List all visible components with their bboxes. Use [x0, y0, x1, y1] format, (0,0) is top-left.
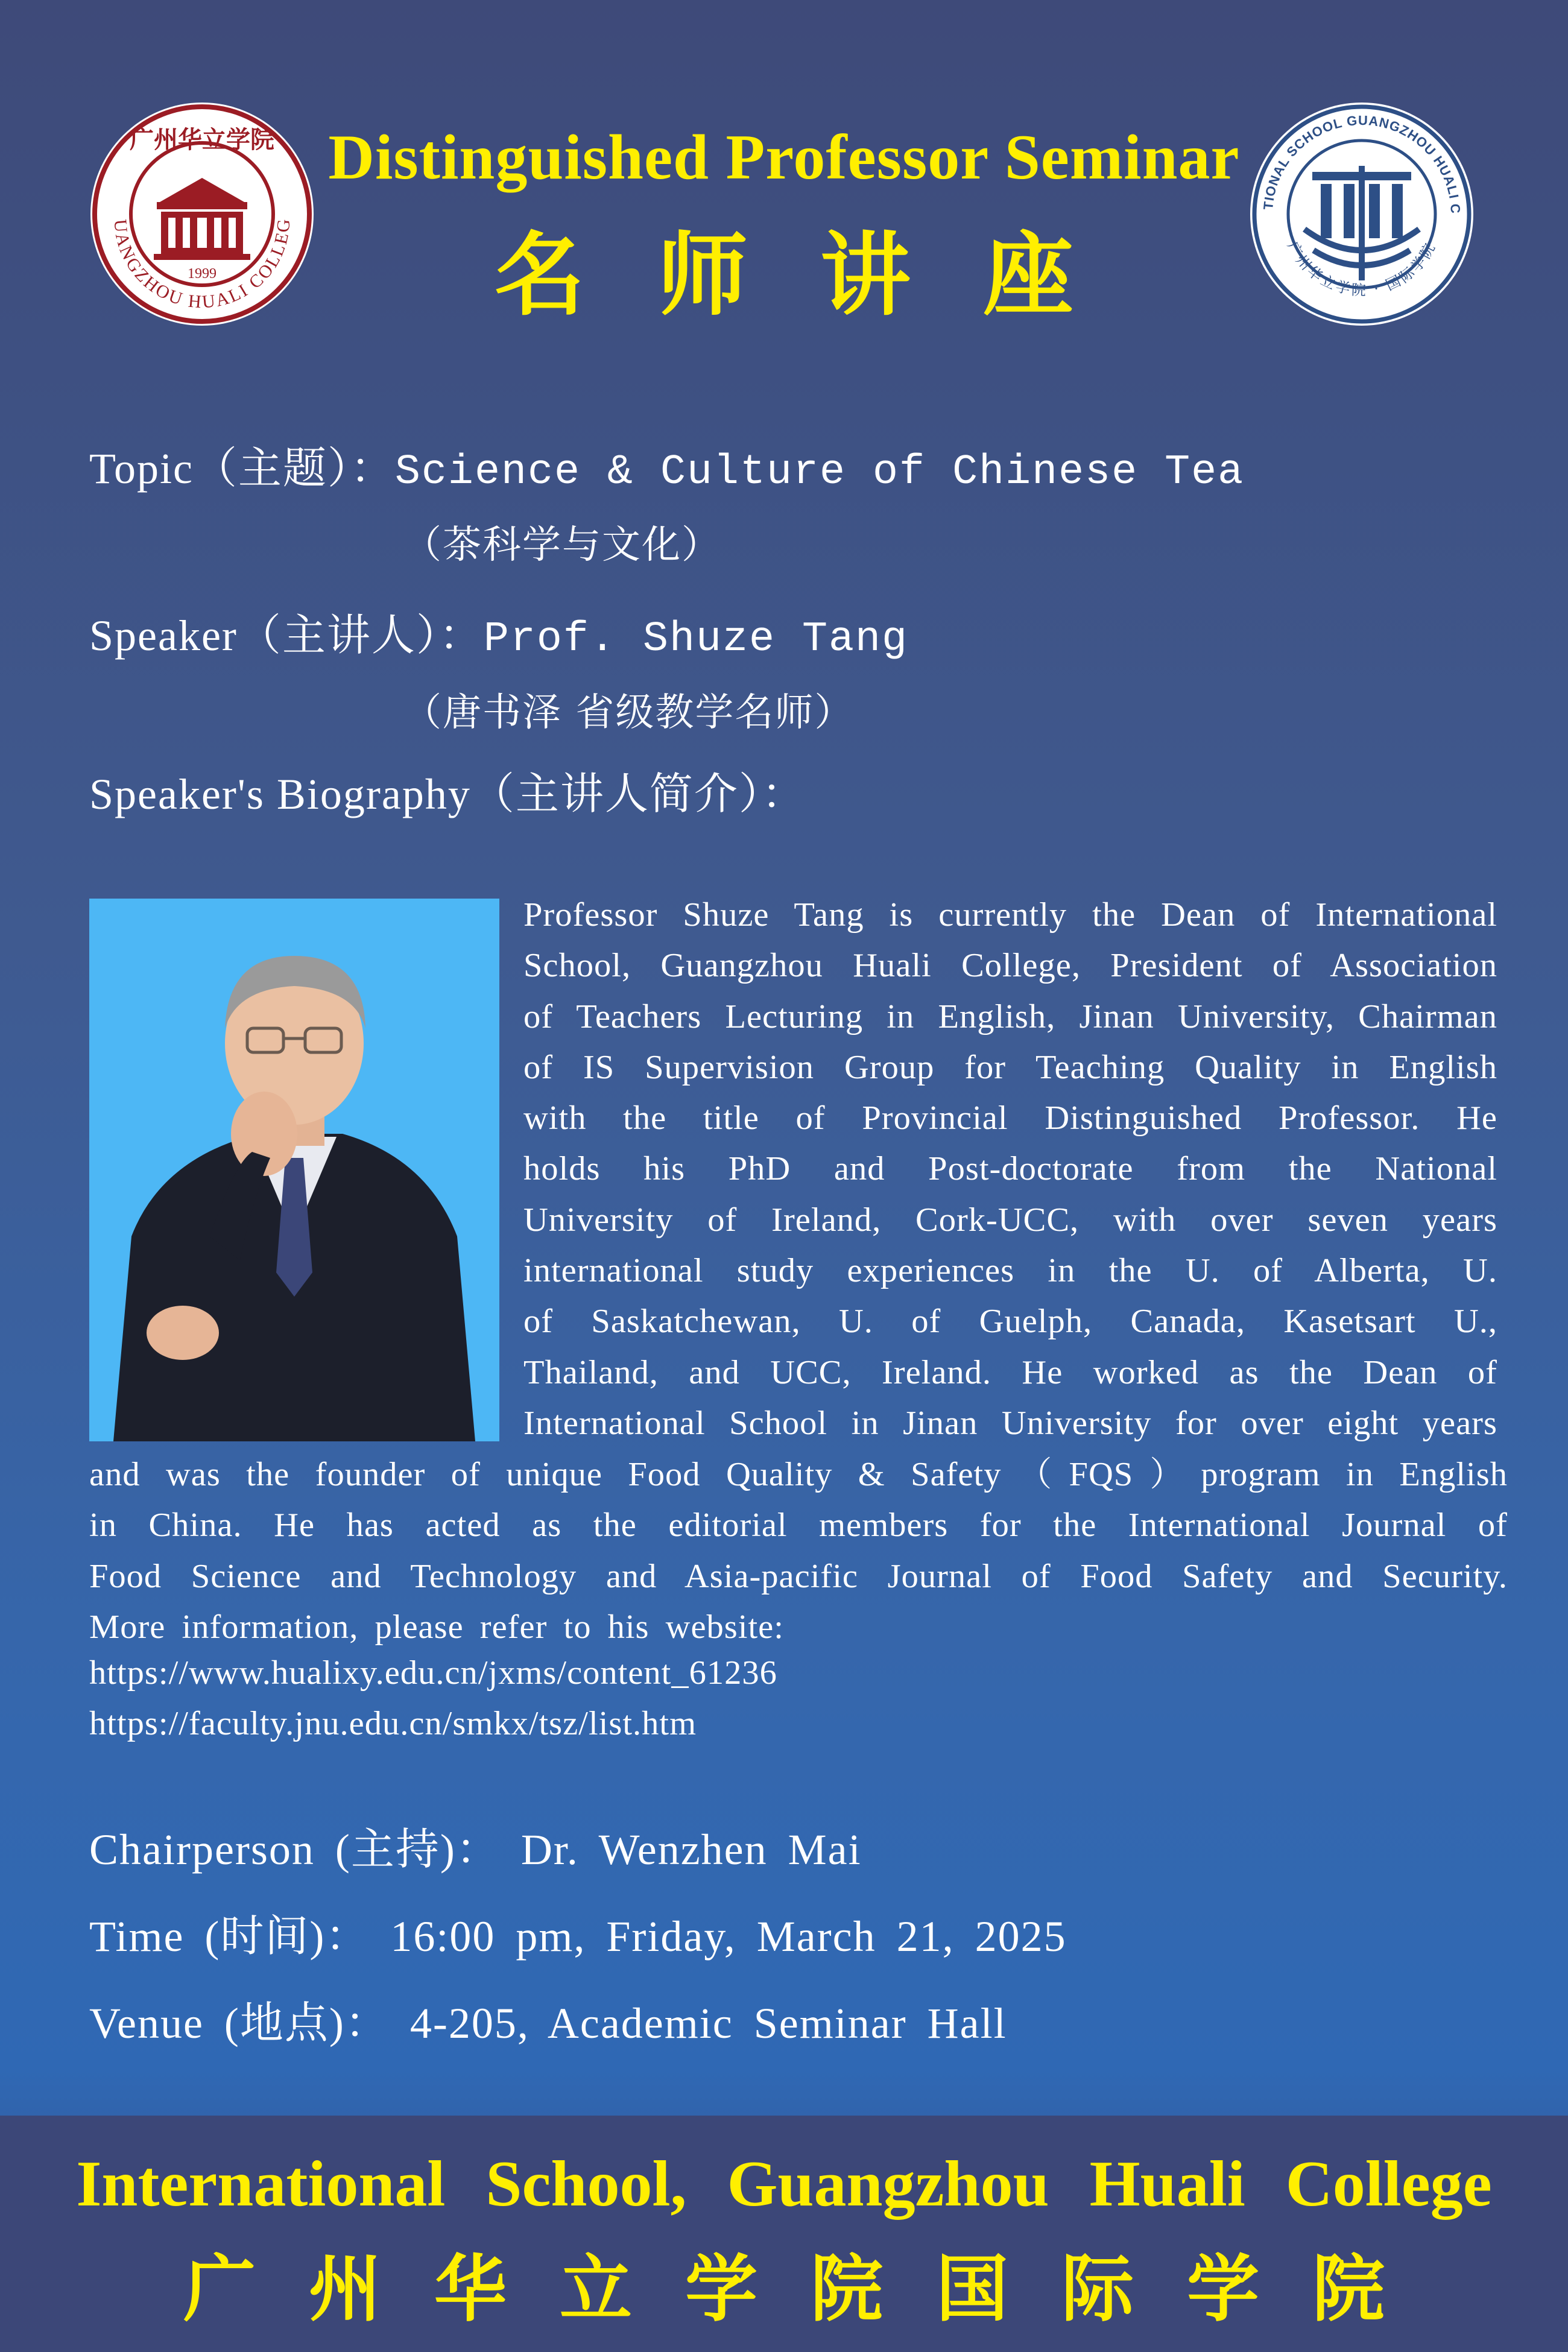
- bio-line: in China. He has acted as the editorial members for the International Journal of: [89, 1506, 1508, 1544]
- bio-line: of IS Supervision Group for Teaching Quality in English: [523, 1048, 1497, 1086]
- bio-line: Food Science and Technology and Asia-pacific Journal of Food Safety and Security.: [89, 1557, 1508, 1595]
- bio-line: international study experiences in the U. of Alberta, U.: [523, 1252, 1497, 1290]
- logo-right-ring-text: TIONAL SCHOOL GUANGZHOU HUALI C: [1260, 112, 1464, 215]
- seminar-title-cn: 名师讲座: [494, 223, 1146, 328]
- bio-line: with the title of Provincial Distinguished Professor. He: [523, 1099, 1497, 1137]
- time-row: [89, 1901, 1067, 1964]
- biography-text-full: [89, 1449, 1508, 1652]
- bio-line: More information, please refer to his website:: [89, 1608, 784, 1646]
- logo-left-cn-text: 广州华立学院: [130, 125, 274, 154]
- bio-line: School, Guangzhou Huali College, President of Association: [523, 947, 1497, 985]
- speaker-label: Speaker（主讲人）：: [89, 612, 484, 660]
- bio-line: of Teachers Lecturing in English, Jinan University, Chairman: [523, 997, 1497, 1035]
- website-link-jnu[interactable]: https://faculty.jnu.edu.cn/smkx/tsz/list.htm: [89, 1705, 697, 1742]
- speaker-value: Prof. Shuze Tang: [483, 616, 909, 663]
- footer-school-name-en: International School, Guangzhou Huali College: [76, 2148, 1492, 2220]
- biography-label: Speaker's Biography（主讲人简介）：: [89, 770, 806, 818]
- logo-right-cn-text: 广州华立学院 · 国际学院: [1284, 238, 1440, 299]
- topic-value-cn: （茶科学与文化）: [403, 523, 721, 567]
- venue-row: [89, 1988, 1007, 2050]
- speaker-value-cn: （唐书泽 省级教学名师）: [403, 691, 855, 735]
- chairperson-label: Chairperson (主持)：: [89, 1826, 501, 1874]
- international-school-logo: [1247, 100, 1476, 329]
- venue-value: 4-205, Academic Seminar Hall: [409, 1999, 1007, 2047]
- seminar-title-en: Distinguished Professor Seminar: [328, 122, 1240, 192]
- bio-line: Thailand, and UCC, Ireland. He worked as the Dean of: [523, 1353, 1497, 1391]
- website-link-huali[interactable]: https://www.hualixy.edu.cn/jxms/content_61236: [89, 1654, 777, 1692]
- bio-line: International School in Jinan University for over eight years: [523, 1404, 1497, 1442]
- time-value: 16:00 pm, Friday, March 21, 2025: [390, 1912, 1067, 1961]
- speaker-photo: [89, 899, 499, 1441]
- bio-line: and was the founder of unique Food Quality & Safety（FQS）program in English: [89, 1456, 1508, 1493]
- venue-label: Venue (地点)：: [89, 1999, 390, 2047]
- bio-line: University of Ireland, Cork-UCC, with over seven years: [523, 1201, 1497, 1239]
- topic-label: Topic（主题）：: [89, 444, 395, 493]
- logo-left-year: 1999: [188, 266, 217, 282]
- chairperson-value: Dr. Wenzhen Mai: [520, 1826, 862, 1874]
- topic-value: Science & Culture of Chinese Tea: [394, 449, 1245, 496]
- bio-line: Professor Shuze Tang is currently the Dean of International: [523, 896, 1497, 934]
- speaker-row: [89, 600, 908, 663]
- chairperson-row: [89, 1814, 862, 1877]
- topic-row: [89, 433, 1244, 496]
- bio-line: of Saskatchewan, U. of Guelph, Canada, Kasetsart U.,: [523, 1303, 1497, 1341]
- bio-line: holds his PhD and Post-doctorate from the National: [523, 1150, 1497, 1188]
- footer-school-name-cn: 广州华立学院国际学院: [183, 2248, 1438, 2331]
- logo-left-ring-text: UANGZHOU HUALI COLLEG: [110, 217, 294, 312]
- time-label: Time (时间)：: [89, 1912, 370, 1961]
- biography-text-beside-photo: [523, 890, 1497, 1449]
